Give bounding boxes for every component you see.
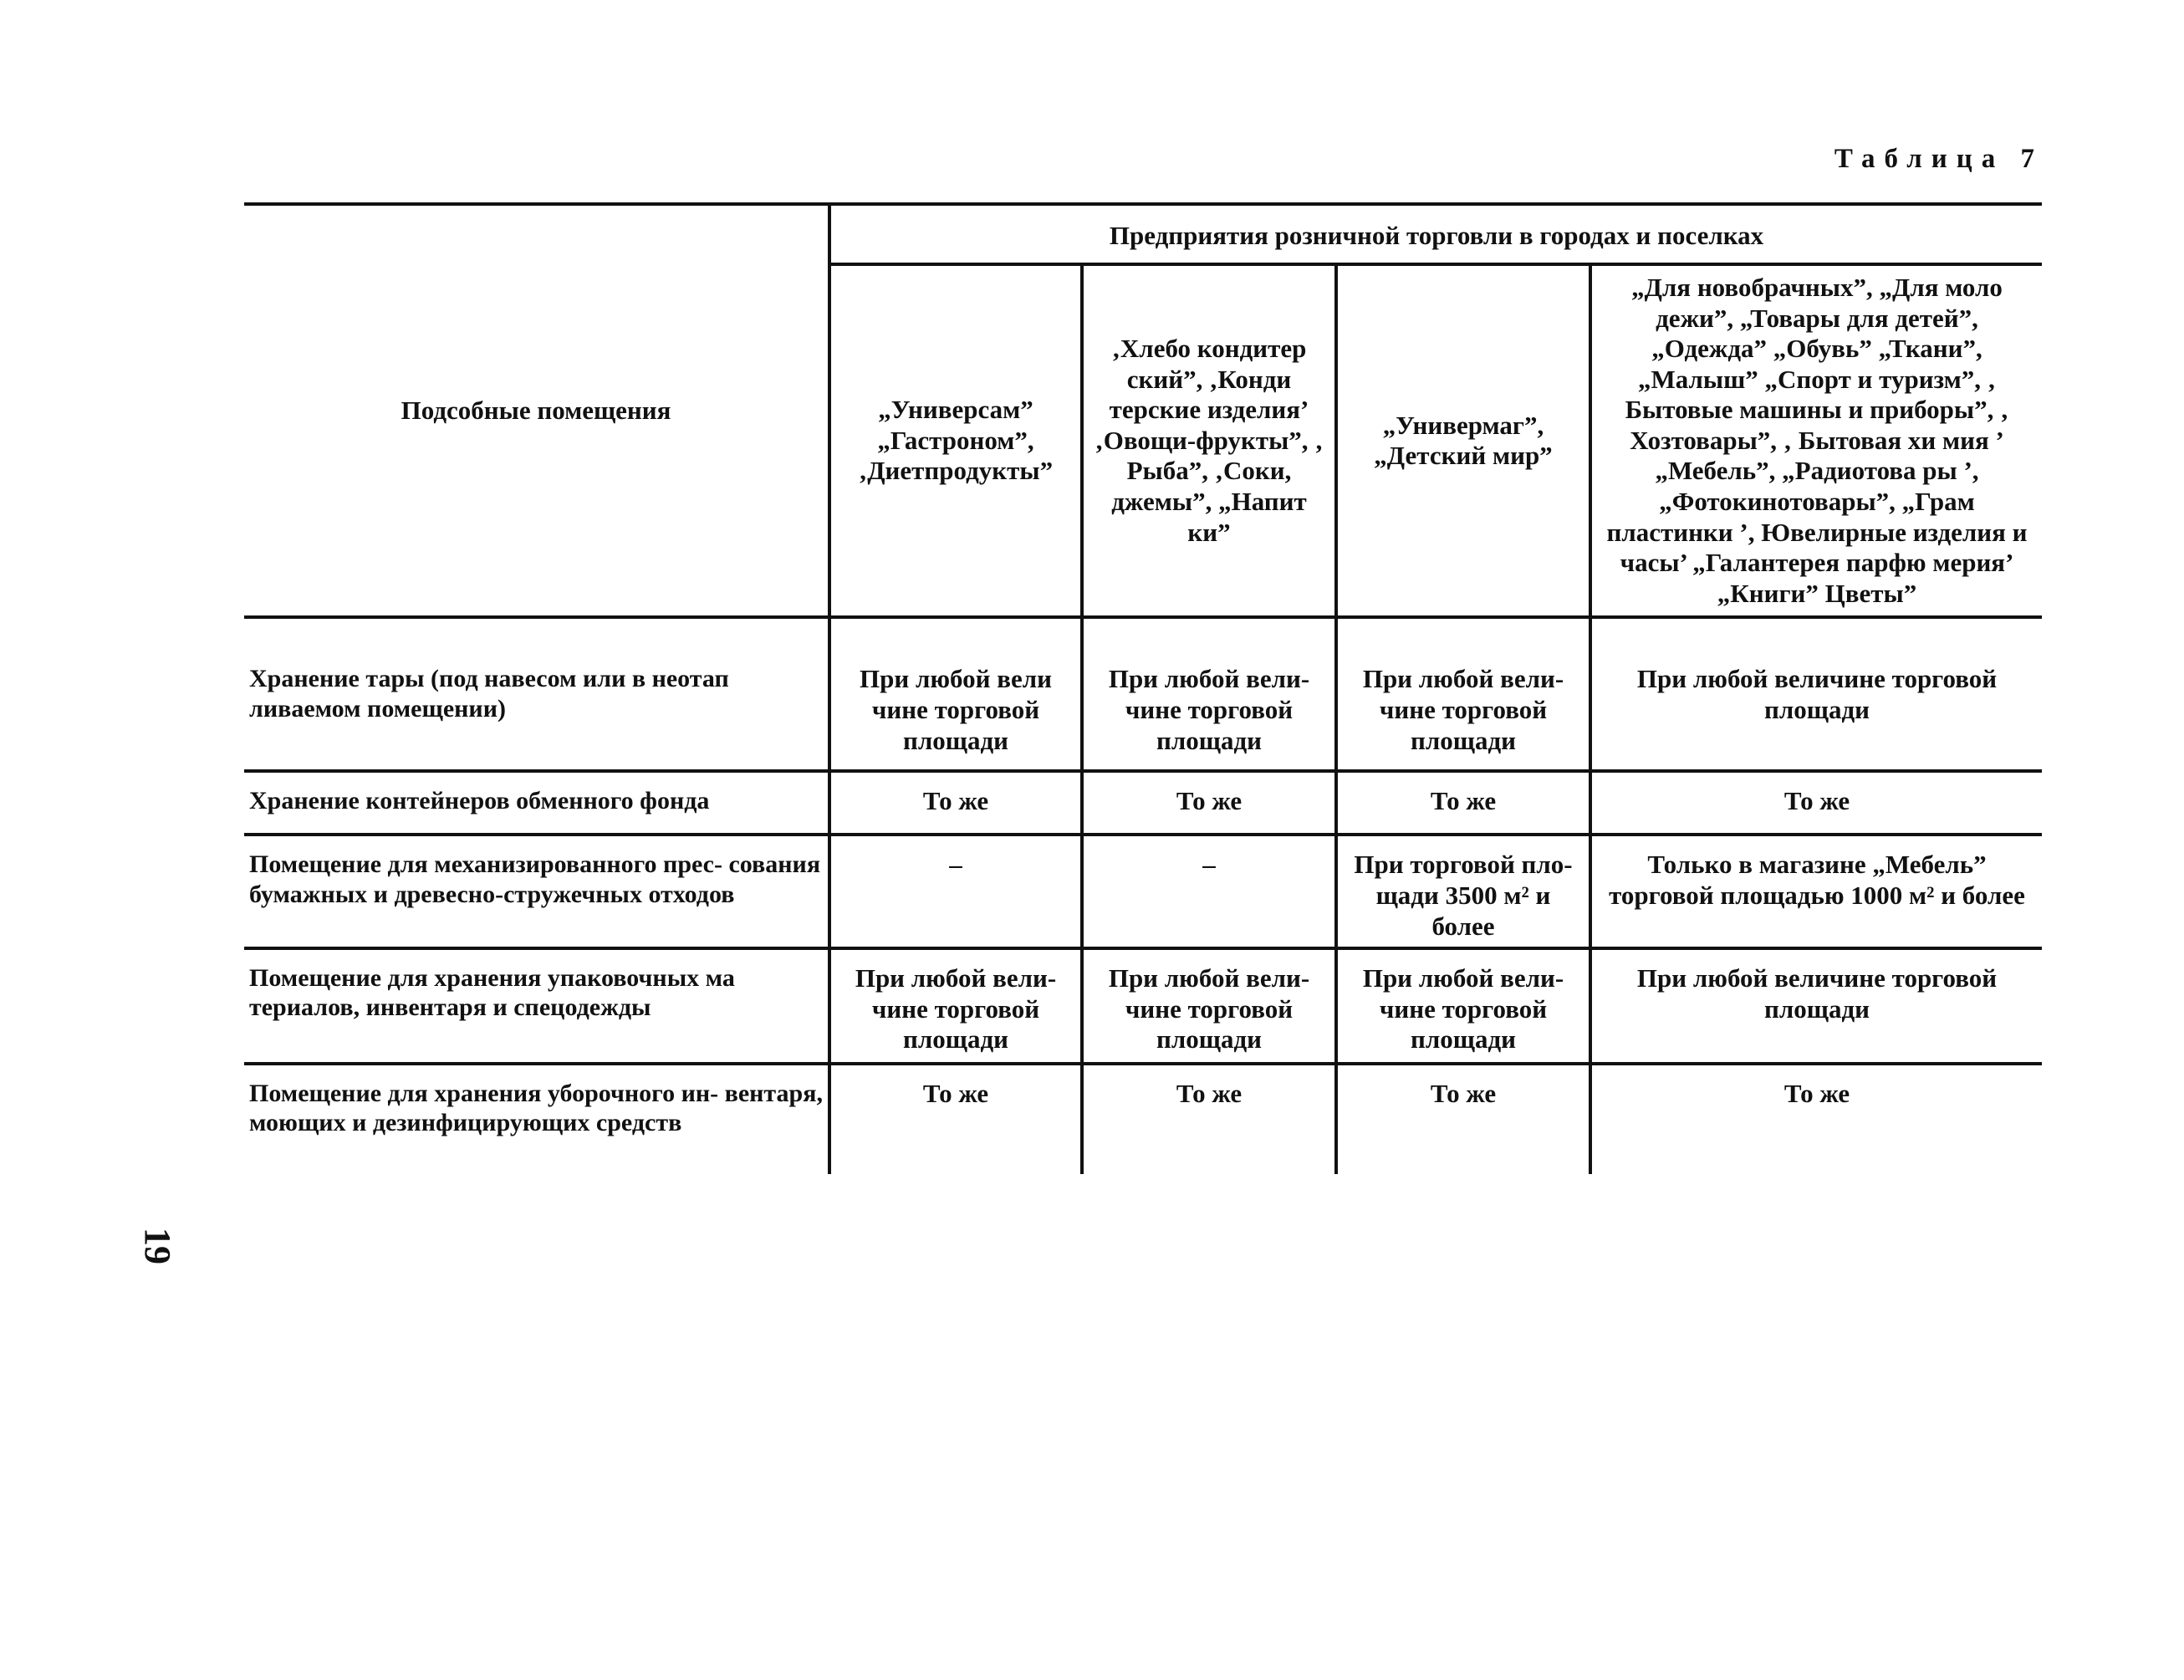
table-cell: То же [1082,1064,1336,1174]
table-cell: При любой величине торговой площади [1590,617,2042,771]
table-cell: При любой вели- чине торговой площади [829,948,1082,1064]
table-cell: При любой величине торговой площади [1590,948,2042,1064]
table-cell: При любой вели- чине торговой площади [1082,948,1336,1064]
norms-table [244,202,2042,1174]
column-header-department-store: „Универмаг”, „Детский мир” [1336,264,1590,617]
row-label: Помещение для хранения упаковочных ма териалов, инвентаря и спецодежды [244,948,829,1064]
table-cell: То же [1590,1064,2042,1174]
table-cell: То же [1082,771,1336,835]
table-row [244,617,2042,771]
table-cell: То же [1590,771,2042,835]
table-caption: Таблица 7 [1834,144,2044,174]
table-row [244,948,2042,1064]
row-label: Хранение тары (под навесом или в неотап ливаемом помещении) [244,617,829,771]
table-row [244,771,2042,835]
table-row [244,1064,2042,1174]
table-cell: То же [829,1064,1082,1174]
column-header-specialty-stores: „Для новобрачных”, „Для моло дежи”, „Товары для детей”, „Одежда” „Обувь” „Ткани”, „Малыш” „Спорт и туризм”, ‚ Бытовые машины и приборы”, ‚ Хозтовары”, ‚ Бытовая хи мия ’ „Мебель”, „Радиотова ры ’, „Фотокинотовары”, „Грам пластинки ’, Ювелирные изделия и часы’ „Галантерея парфю мерия’ „Книги” Цветы” [1590,264,2042,617]
table-cell: То же [1336,1064,1590,1174]
row-label: Помещение для механизированного прес- сования бумажных и древесно-стружечных отходов [244,835,829,948]
table-cell: При любой вели чине торговой площади [829,617,1082,771]
table-cell: При торговой пло- щади 3500 м² и более [1336,835,1590,948]
table-cell: – [1082,835,1336,948]
column-header-food: ‚Хлебо кондитер ский”, ‚Конди терские изделия’ ‚Овощи-фрукты”, ‚ Рыба”, ‚Соки, джемы”, „Напит ки” [1082,264,1336,617]
table-cell: При любой вели- чине торговой площади [1336,617,1590,771]
row-label: Хранение контейнеров обменного фонда [244,771,829,835]
table-cell: – [829,835,1082,948]
table-cell: Только в магазине „Мебель” торговой площадью 1000 м² и более [1590,835,2042,948]
table-cell: При любой вели- чине торговой площади [1082,617,1336,771]
table-cell: То же [829,771,1082,835]
column-header-supermarket: „Универсам” „Гастроном”, ‚Диетпродукты” [829,264,1082,617]
table-cell: То же [1336,771,1590,835]
row-label: Помещение для хранения уборочного ин- вентаря, моющих и дезинфицирующих средств [249,1080,823,1137]
rooms-column-header: Подсобные помещения [244,204,829,617]
enterprise-group-header: Предприятия розничной торговли в городах и поселках [829,204,2042,264]
table-cell: При любой вели- чине торговой площади [1336,948,1590,1064]
table-row [244,835,2042,948]
page-number: 19 [137,1228,178,1264]
